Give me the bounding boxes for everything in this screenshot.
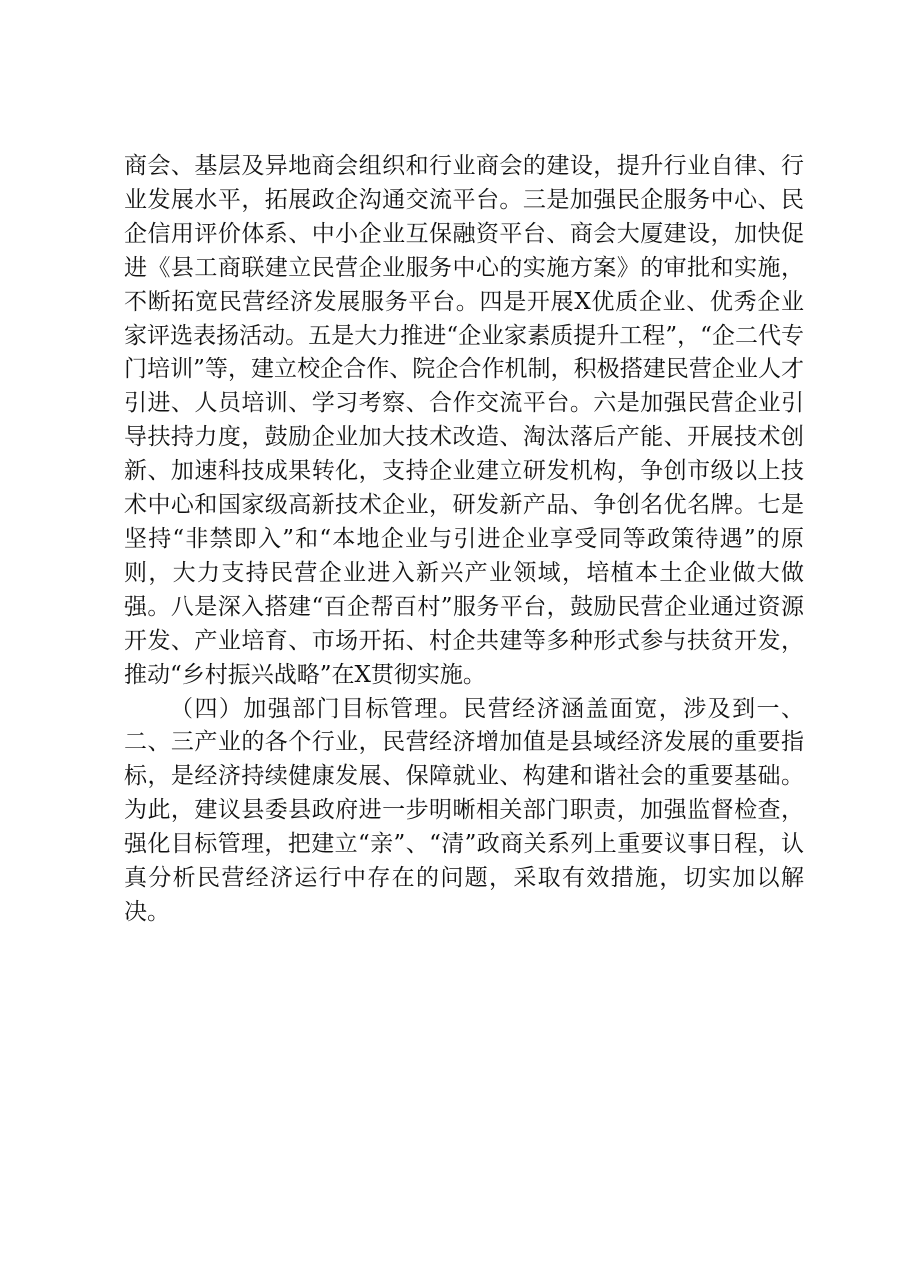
- paragraph-1: 商会、基层及异地商会组织和行业商会的建设，提升行业自律、行业发展水平，拓展政企沟通交流平台。三是加强民企服务中心、民企信用评价体系、中小企业互保融资平台、商会大厦建设，加快促进《县工商联建立民营企业服务中心的实施方案》的审批和实施，不断拓宽民营经济发展服务平台。四是开展X优质企业、优秀企业家评选表扬活动。五是大力推进“企业家素质提升工程”，“企二代专门培训”等，建立校企合作、院企合作机制，积极搭建民营企业人才引进、人员培训、学习考察、合作交流平台。六是加强民营企业引导扶持力度，鼓励企业加大技术改造、淘汰落后产能、开展技术创新、加速科技成果转化，支持企业建立研发机构，争创市级以上技术中心和国家级高新技术企业，研发新产品、争创名优名牌。七是坚持“非禁即入”和“本地企业与引进企业享受同等政策待遇”的原则，大力支持民营企业进入新兴产业领域，培植本土企业做大做强。八是深入搭建“百企帮百村”服务平台，鼓励民营企业通过资源开发、产业培育、市场开拓、村企共建等多种形式参与扶贫开发，推动“乡村振兴战略”在X贯彻实施。: [124, 153, 804, 688]
- body-text: [124, 150, 804, 930]
- paragraph-2: （四）加强部门目标管理。民营经济涵盖面宽，涉及到一、二、三产业的各个行业，民营经济增加值是县域经济发展的重要指标，是经济持续健康发展、保障就业、构建和谐社会的重要基础。为此，建议县委县政府进一步明晰相关部门职责，加强监督检查，强化目标管理，把建立“亲”、“清”政商关系列上重要议事日程，认真分析民营经济运行中存在的问题，采取有效措施，切实加以解决。: [124, 695, 804, 925]
